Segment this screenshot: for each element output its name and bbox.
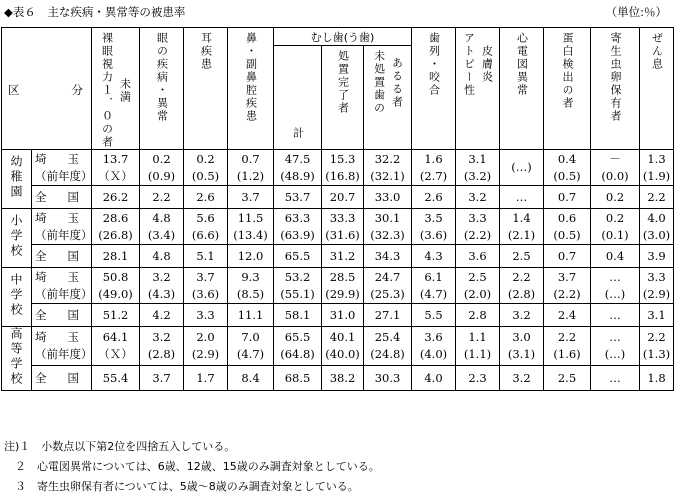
value-cell: 0.2 (0.9) [140,150,184,186]
value-cell: 4.8 (3.4) [140,209,184,245]
value-cell: 68.5 [274,366,322,391]
value-cell: 33.0 [364,186,412,209]
value-cell: 1.1 (1.1) [456,327,500,366]
value-cell: 1.3 (1.9) [640,150,674,186]
value-cell: 0.7 [544,245,591,268]
value-cell: 31.2 [322,245,364,268]
value-cell: 3.5 (3.6) [412,209,456,245]
value-cell: 30.3 [364,366,412,391]
header-atopic: アトピー性 皮膚炎 [456,28,500,150]
table-row [2,209,674,245]
value-cell: 5.6 (6.6) [184,209,228,245]
value-cell: 38.2 [322,366,364,391]
value-cell: 3.6 [456,245,500,268]
value-cell: 3.2 [456,186,500,209]
value-cell: 1.8 [640,366,674,391]
value-cell: (…) [500,150,544,186]
header-parasite: 寄生虫卵保有者 [591,28,640,150]
value-cell: 3.7 [140,366,184,391]
value-cell: 6.1 (4.7) [412,268,456,304]
value-cell: 5.5 [412,304,456,327]
value-cell: 28.1 [92,245,140,268]
value-cell: － (0.0) [591,150,640,186]
value-cell: 2.4 [544,304,591,327]
table-row [2,245,674,268]
value-cell: 2.6 [184,186,228,209]
value-cell: 0.2 (0.1) [591,209,640,245]
value-cell: 15.3 (16.8) [322,150,364,186]
header-caries-treated: 処置完了者 [322,46,364,150]
row-label-national: 全 国 [32,304,92,327]
value-cell: 24.7 (25.3) [364,268,412,304]
table-row [2,268,674,304]
value-cell: 8.4 [228,366,274,391]
value-cell: 0.2 [591,186,640,209]
value-cell: 11.5 (13.4) [228,209,274,245]
value-cell: 7.0 (4.7) [228,327,274,366]
value-cell: 3.3 (2.9) [640,268,674,304]
row-label-national: 全 国 [32,186,92,209]
value-cell: 27.1 [364,304,412,327]
value-cell: 1.4 (2.1) [500,209,544,245]
value-cell: 5.1 [184,245,228,268]
value-cell: 32.2 (32.1) [364,150,412,186]
header-dentition: 歯列・咬合 [412,28,456,150]
value-cell: 3.7 (2.2) [544,268,591,304]
school-level-label: 幼稚園 [2,150,32,209]
value-cell: 2.5 [500,245,544,268]
value-cell: 3.2 (4.3) [140,268,184,304]
value-cell: 20.7 [322,186,364,209]
header-protein: 蛋白検出の者 [544,28,591,150]
value-cell: 25.4 (24.8) [364,327,412,366]
table-title: ◆表６ 主な疾病・異常等の被患率 [4,5,186,19]
value-cell: 3.1 (3.2) [456,150,500,186]
school-level-label: 中学校 [2,268,32,327]
value-cell: 2.2 (1.6) [544,327,591,366]
header-caries-total: 計 [274,46,322,150]
value-cell: … (…) [591,268,640,304]
value-cell: 2.2 [140,186,184,209]
value-cell: 2.3 [456,366,500,391]
value-cell: 0.4 [591,245,640,268]
value-cell: 2.8 [456,304,500,327]
value-cell: 64.1 （Ｘ） [92,327,140,366]
table-body [2,150,674,391]
row-label-national: 全 国 [32,245,92,268]
value-cell: 4.0 (3.0) [640,209,674,245]
value-cell: 3.9 [640,245,674,268]
value-cell: 13.7 （Ｘ） [92,150,140,186]
value-cell: 9.3 (8.5) [228,268,274,304]
value-cell: 26.2 [92,186,140,209]
value-cell: 2.0 (2.9) [184,327,228,366]
value-cell: 65.5 [274,245,322,268]
value-cell: 63.3 (63.9) [274,209,322,245]
disease-rate-table [1,27,674,391]
value-cell: 12.0 [228,245,274,268]
table-row [2,150,674,186]
value-cell: 2.2 [640,186,674,209]
footnotes [4,437,380,497]
row-label-saitama: 埼 玉 （前年度） [32,150,92,186]
value-cell: 53.2 (55.1) [274,268,322,304]
value-cell: 2.5 (2.0) [456,268,500,304]
table-row [2,304,674,327]
value-cell: 3.6 (4.0) [412,327,456,366]
header-vision: 裸眼視力１．０の者 未満 [92,28,140,150]
table-row [2,186,674,209]
value-cell: 50.8 (49.0) [92,268,140,304]
value-cell: 34.3 [364,245,412,268]
value-cell: 0.4 (0.5) [544,150,591,186]
value-cell: 4.2 [140,304,184,327]
header-nose: 鼻・副鼻腔疾患 [228,28,274,150]
value-cell: 3.1 [640,304,674,327]
value-cell: 4.0 [412,366,456,391]
row-label-national: 全 国 [32,366,92,391]
value-cell: 31.0 [322,304,364,327]
school-level-label: 小学校 [2,209,32,268]
value-cell: 53.7 [274,186,322,209]
value-cell: 2.2 (1.3) [640,327,674,366]
table-row [2,327,674,366]
value-cell: 0.7 [544,186,591,209]
value-cell: 3.3 (2.2) [456,209,500,245]
footnote-2: ２ 心電図異常については、6歳、12歳、15歳のみ調査対象としている。 [4,460,380,473]
header-eye: 眼の疾病・異常 [140,28,184,150]
header-asthma: ぜん息 [640,28,674,150]
value-cell: 2.2 (2.8) [500,268,544,304]
value-cell: 3.2 [500,366,544,391]
header-ecg: 心電図異常 [500,28,544,150]
value-cell: 65.5 (64.8) [274,327,322,366]
header-caries-untreated: 未処置歯の あるる者 [364,46,412,150]
row-label-saitama: 埼 玉 （前年度） [32,268,92,304]
row-label-saitama: 埼 玉 （前年度） [32,209,92,245]
value-cell: 33.3 (31.6) [322,209,364,245]
header-ear: 耳疾患 [184,28,228,150]
value-cell: 1.7 [184,366,228,391]
value-cell: 28.5 (29.9) [322,268,364,304]
value-cell: 51.2 [92,304,140,327]
table-row [2,366,674,391]
unit-label: （単位:％） [605,5,667,19]
value-cell: 0.2 (0.5) [184,150,228,186]
value-cell: 47.5 (48.9) [274,150,322,186]
value-cell: 30.1 (32.3) [364,209,412,245]
value-cell: 3.7 (3.6) [184,268,228,304]
school-level-label: 高等学校 [2,327,32,391]
footnote-1: 注)１ 小数点以下第2位を四捨五入している。 [4,440,236,453]
value-cell: 2.5 [544,366,591,391]
value-cell: 3.2 [500,304,544,327]
value-cell: 2.6 [412,186,456,209]
value-cell: … [591,366,640,391]
value-cell: 28.6 (26.8) [92,209,140,245]
value-cell: 3.3 [184,304,228,327]
value-cell: … [591,304,640,327]
corner-right: 分 [71,83,83,97]
value-cell: 0.6 (0.5) [544,209,591,245]
value-cell: 58.1 [274,304,322,327]
corner-cell [2,28,92,150]
value-cell: 3.7 [228,186,274,209]
value-cell: 0.7 (1.2) [228,150,274,186]
header-caries-group: むし歯(う歯) [274,28,412,46]
value-cell: 3.2 (2.8) [140,327,184,366]
value-cell: 40.1 (40.0) [322,327,364,366]
footnote-3: ３ 寄生虫卵保有者については、5歳～8歳のみ調査対象としている。 [4,480,359,493]
value-cell: … [500,186,544,209]
value-cell: 4.8 [140,245,184,268]
row-label-saitama: 埼 玉 （前年度） [32,327,92,366]
value-cell: 55.4 [92,366,140,391]
value-cell: 11.1 [228,304,274,327]
value-cell: … (…) [591,327,640,366]
corner-left: 区 [8,83,20,97]
value-cell: 4.3 [412,245,456,268]
value-cell: 3.0 (3.1) [500,327,544,366]
value-cell: 1.6 (2.7) [412,150,456,186]
